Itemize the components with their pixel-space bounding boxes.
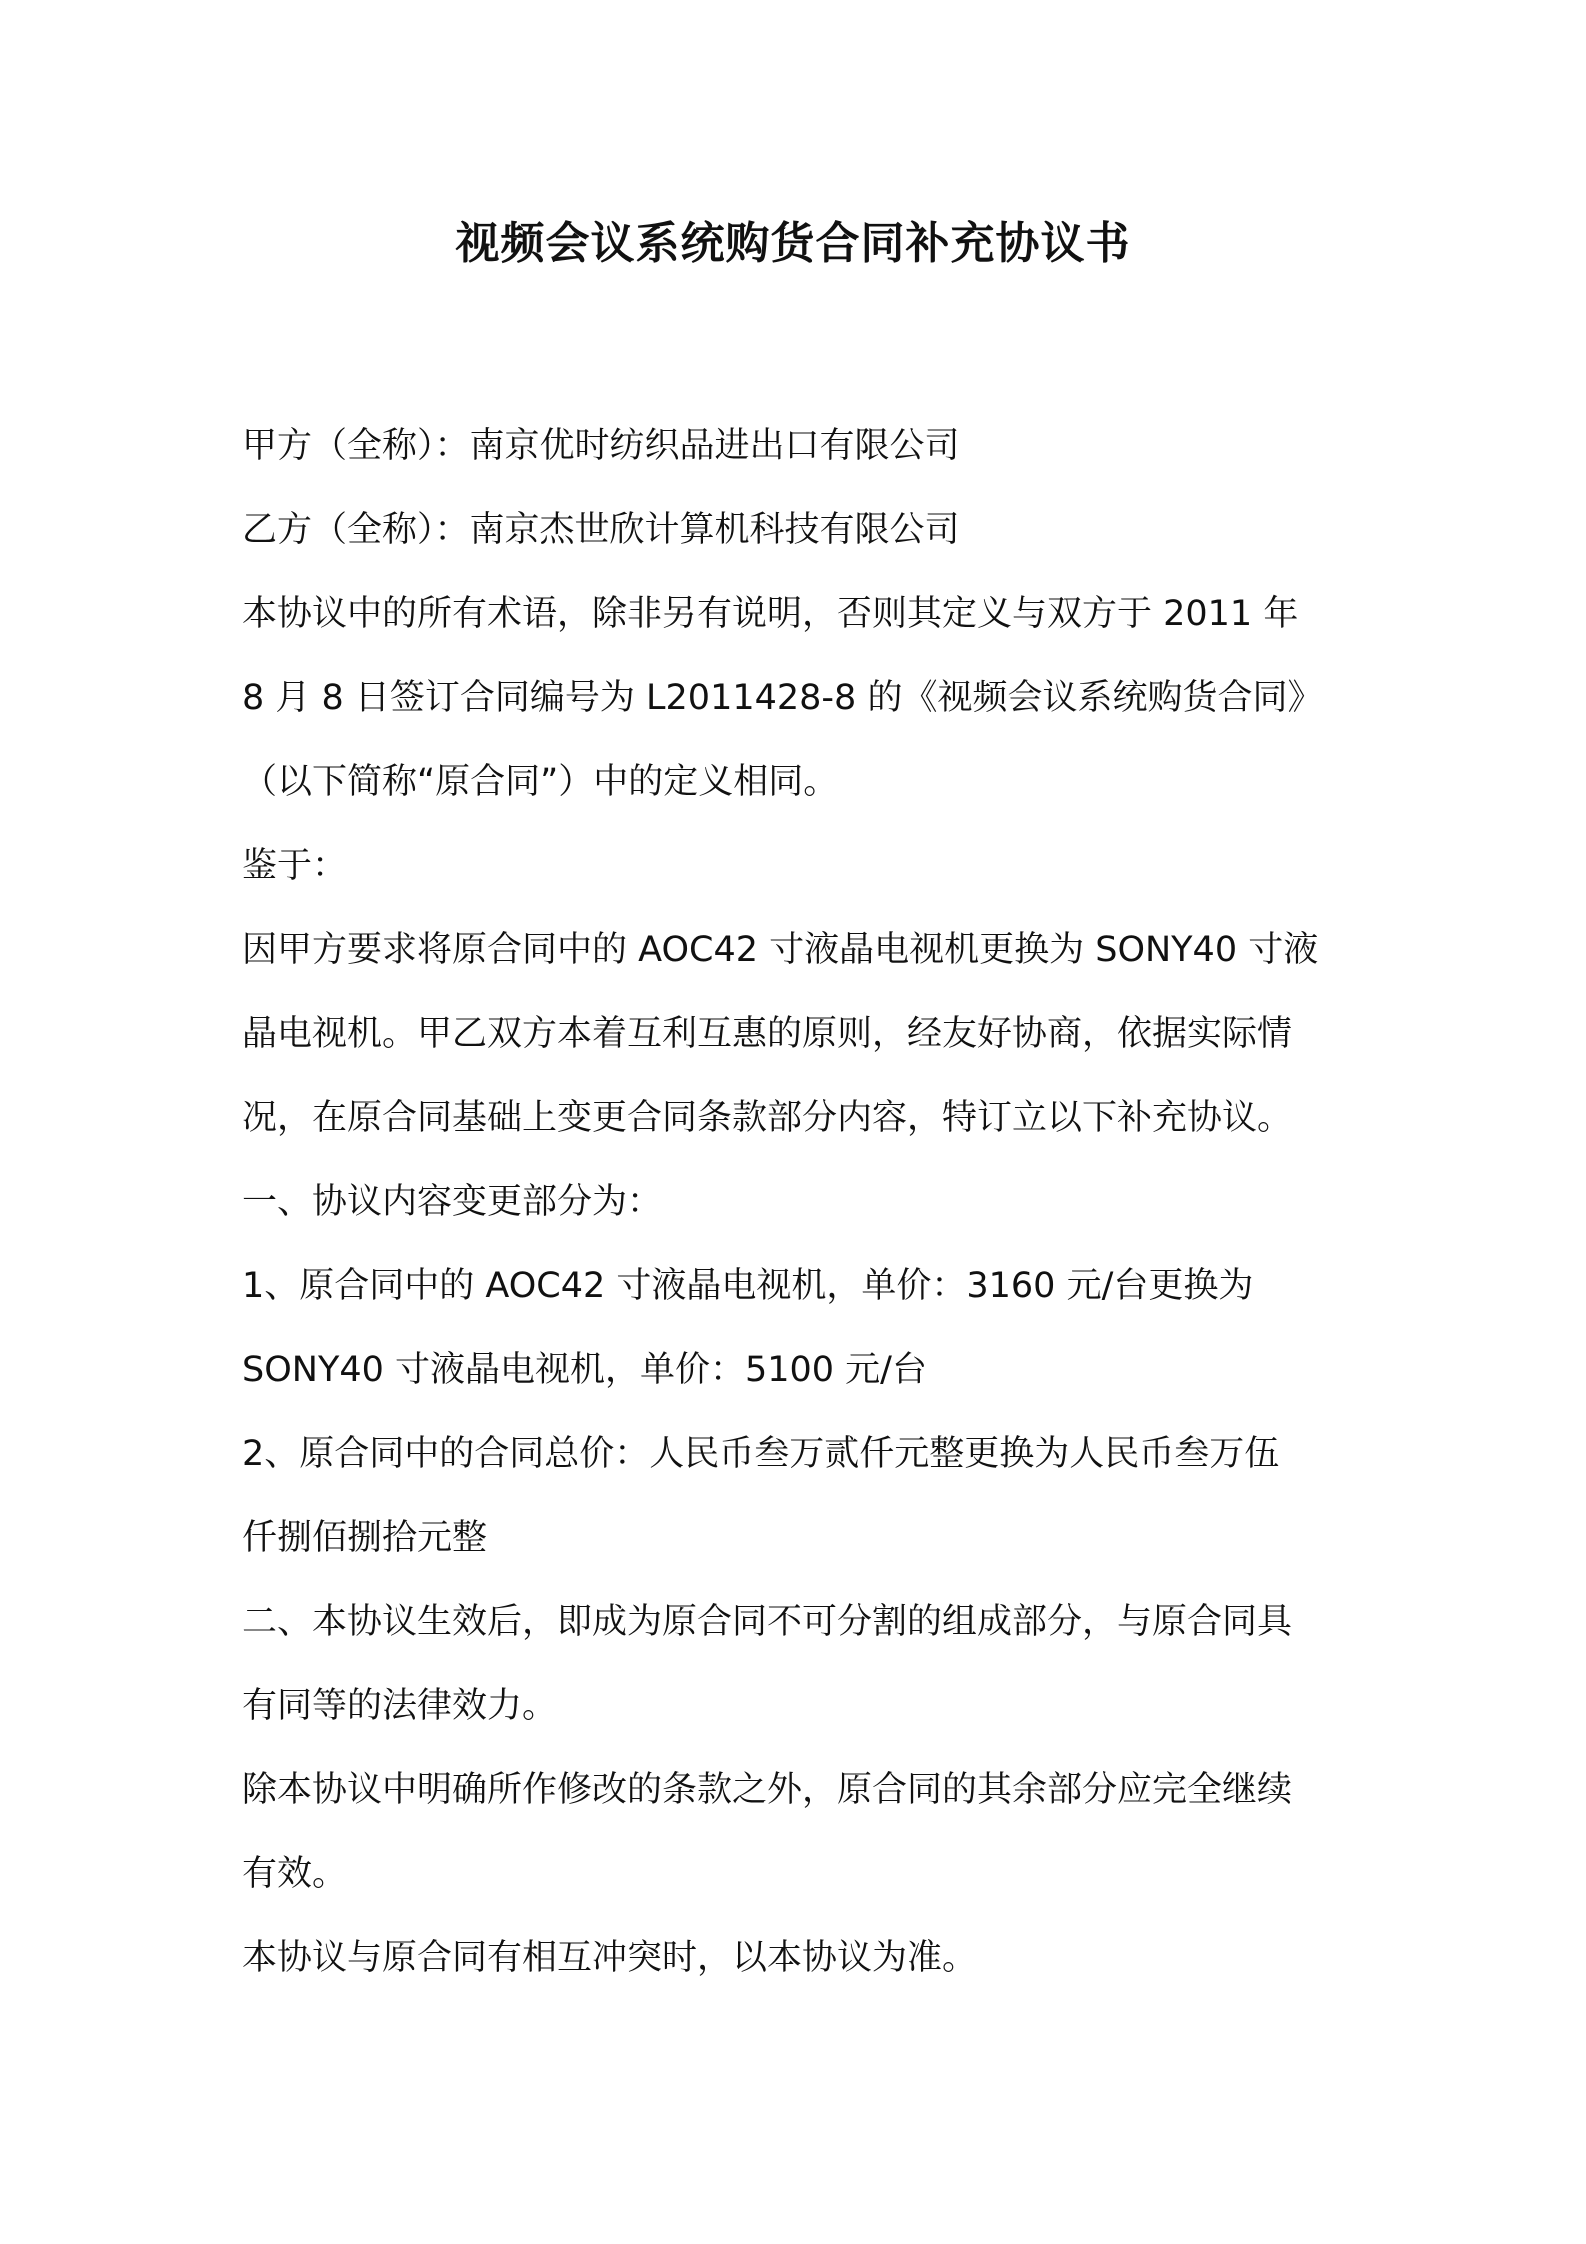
clause-1-line: SONY40 寸液晶电视机，单价：5100 元/台	[242, 1350, 927, 1390]
recital-paragraph-line: 因甲方要求将原合同中的 AOC42 寸液晶电视机更换为 SONY40 寸液	[242, 930, 1319, 970]
section-one-heading: 一、协议内容变更部分为：	[242, 1182, 663, 1222]
party-b-line: 乙方（全称）：南京杰世欣计算机科技有限公司	[242, 510, 960, 550]
recital-paragraph-line: 晶电视机。甲乙双方本着互利互惠的原则，经友好协商，依据实际情	[242, 1014, 1293, 1054]
precedence-clause-line: 本协议与原合同有相互冲突时，以本协议为准。	[242, 1938, 978, 1978]
section-two-line: 有同等的法律效力。	[242, 1686, 558, 1726]
section-two-line: 二、本协议生效后，即成为原合同不可分割的组成部分，与原合同具	[242, 1602, 1293, 1642]
remainder-clause-line: 除本协议中明确所作修改的条款之外，原合同的其余部分应完全继续	[242, 1770, 1293, 1810]
party-a-line: 甲方（全称）：南京优时纺织品进出口有限公司	[242, 426, 960, 466]
definition-paragraph-line: （以下简称“原合同”）中的定义相同。	[242, 762, 839, 802]
recital-paragraph-line: 况，在原合同基础上变更合同条款部分内容，特订立以下补充协议。	[242, 1098, 1293, 1138]
clause-1-line: 1、原合同中的 AOC42 寸液晶电视机，单价：3160 元/台更换为	[242, 1266, 1254, 1306]
whereas-heading: 鉴于：	[242, 846, 348, 886]
definition-paragraph-line: 本协议中的所有术语，除非另有说明，否则其定义与双方于 2011 年	[242, 594, 1299, 634]
document-body	[242, 404, 1357, 2000]
clause-2-line: 仟捌佰捌拾元整	[242, 1518, 488, 1558]
remainder-clause-line: 有效。	[242, 1854, 348, 1894]
clause-2-line: 2、原合同中的合同总价：人民币叁万贰仟元整更换为人民币叁万伍	[242, 1434, 1280, 1474]
definition-paragraph-line: 8 月 8 日签订合同编号为 L2011428-8 的《视频会议系统购货合同》	[242, 678, 1323, 718]
document-title: 视频会议系统购货合同补充协议书	[455, 218, 1131, 269]
